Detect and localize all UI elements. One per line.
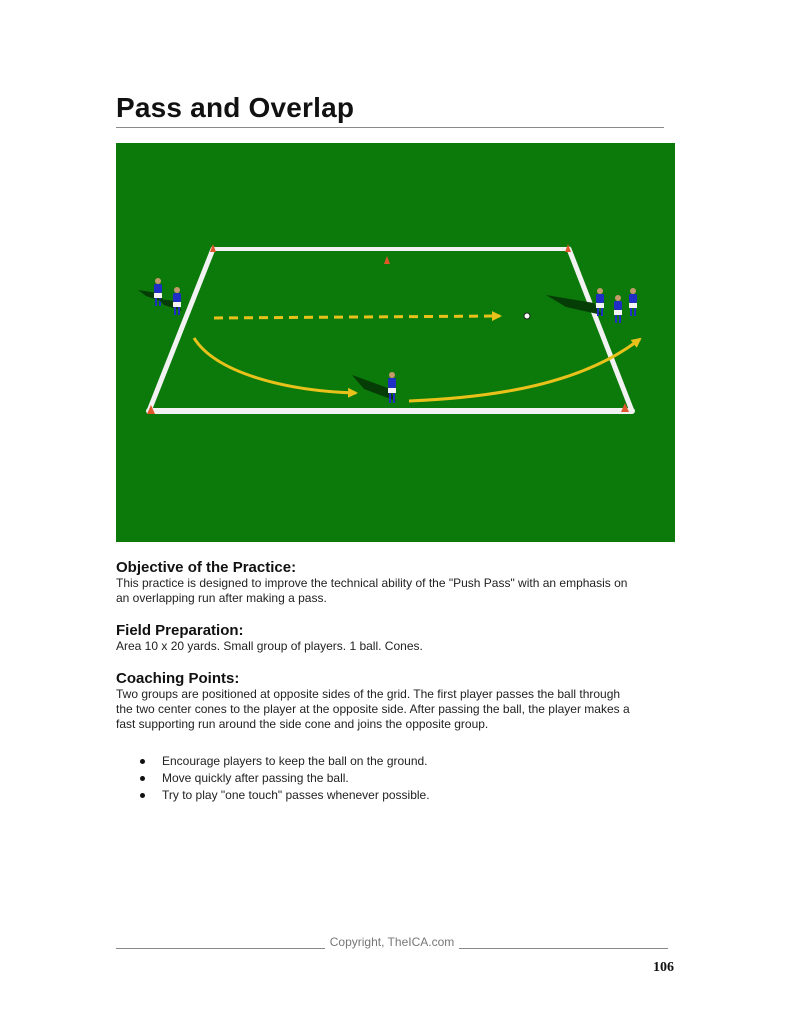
bullet-icon xyxy=(140,793,145,798)
footer-rule-left xyxy=(116,938,325,949)
copyright-text: Copyright, TheICA.com xyxy=(329,935,455,949)
field-preparation-section xyxy=(116,622,676,654)
bullet-icon xyxy=(140,776,145,781)
coaching-points-heading: Coaching Points: xyxy=(116,670,240,687)
page-number: 106 xyxy=(653,960,674,975)
field-diagram xyxy=(116,143,675,542)
title-divider xyxy=(116,127,664,128)
objective-line: This practice is designed to improve the technical ability of the "Push Pass" with an emphasis on xyxy=(116,576,628,590)
list-item xyxy=(140,753,430,770)
bullet-icon xyxy=(140,759,145,764)
field-preparation-line: Area 10 x 20 yards. Small group of players. 1 ball. Cones. xyxy=(116,639,423,653)
coaching-bullets xyxy=(140,753,430,804)
objective-section xyxy=(116,559,676,606)
objective-line: an overlapping run after making a pass. xyxy=(116,591,327,605)
field-preparation-heading: Field Preparation: xyxy=(116,622,244,639)
bullet-text: Move quickly after passing the ball. xyxy=(162,771,349,785)
list-item xyxy=(140,770,430,787)
coaching-points-line: Two groups are positioned at opposite sides of the grid. The first player passes the ball through xyxy=(116,687,621,701)
bullet-text: Try to play "one touch" passes whenever possible. xyxy=(162,788,430,802)
objective-heading: Objective of the Practice: xyxy=(116,559,297,576)
coaching-points-line: fast supporting run around the side cone and joins the opposite group. xyxy=(116,717,489,731)
footer xyxy=(116,935,668,949)
coaching-points-section xyxy=(116,670,676,732)
footer-rule-right xyxy=(459,938,668,949)
list-item xyxy=(140,787,430,804)
page-title: Pass and Overlap xyxy=(116,92,355,123)
bullet-text: Encourage players to keep the ball on the ground. xyxy=(162,754,428,768)
field-background xyxy=(116,143,675,542)
ball xyxy=(524,313,530,319)
coaching-points-line: the two center cones to the player at the opposite side. After passing the ball, the player makes a xyxy=(116,702,630,716)
